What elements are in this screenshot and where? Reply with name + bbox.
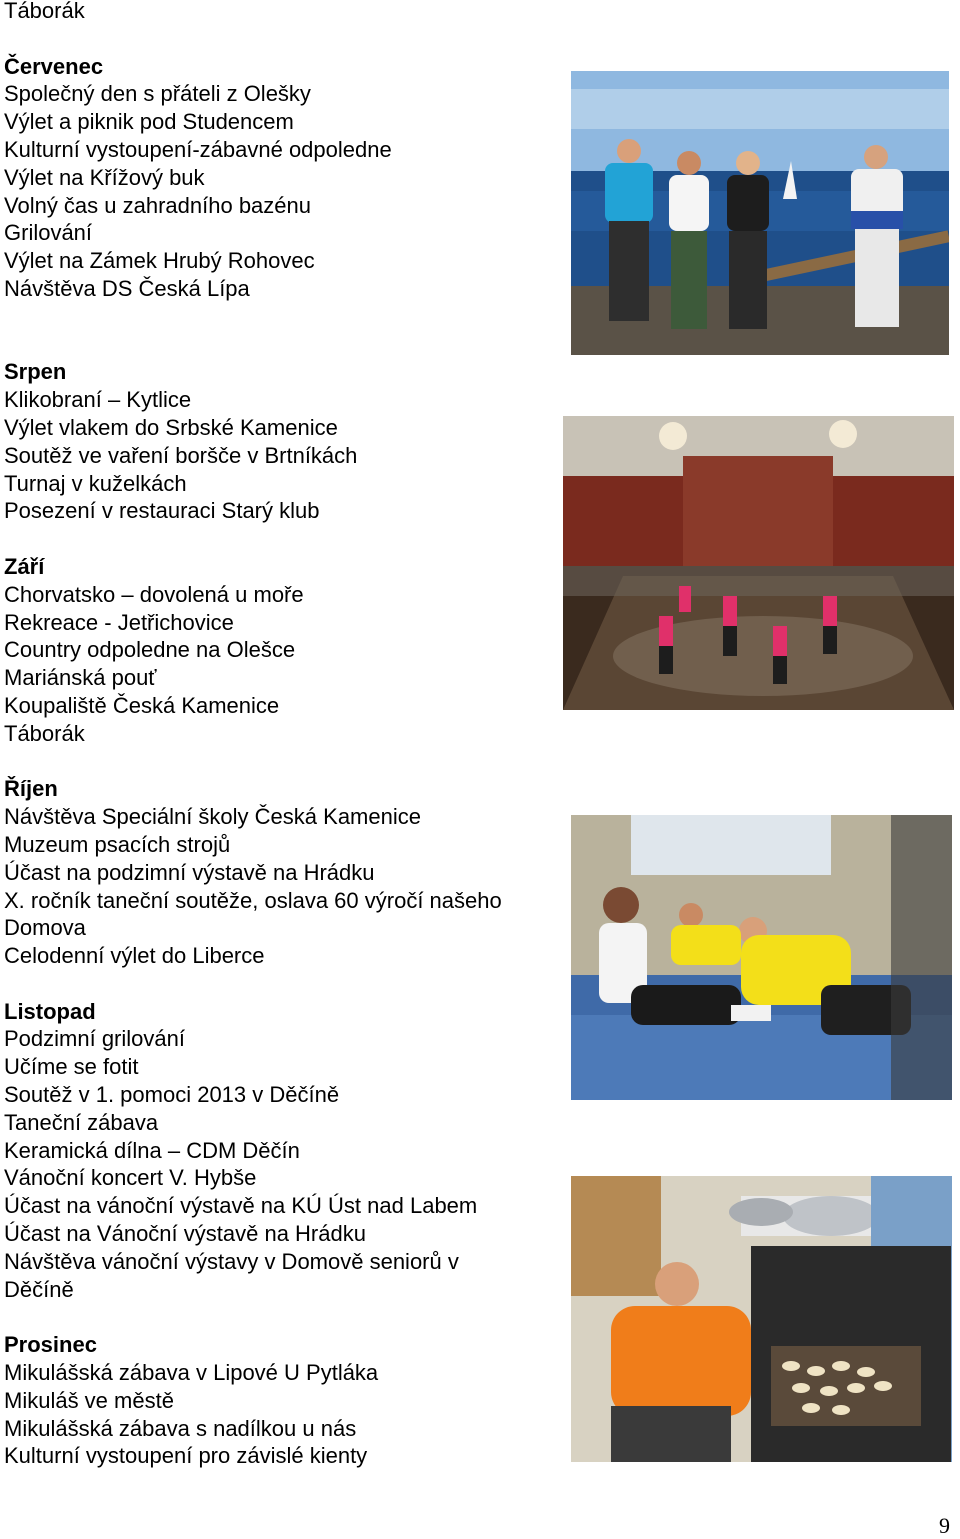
item: Účast na podzimní výstavě na Hrádku [4,859,375,885]
text-column [4,0,564,1470]
item: X. ročník taneční soutěže, oslava 60 výročí našeho [4,887,502,913]
item: Muzeum psacích strojů [4,831,231,857]
photo-dance-hall [563,416,954,710]
item: Chorvatsko – dovolená u moře [4,581,304,607]
item: Turnaj v kuželkách [4,470,187,496]
item: Rekreace - Jetřichovice [4,609,234,635]
item: Táborák [4,0,85,23]
item: Mikuláš ve městě [4,1387,174,1413]
item: Výlet na Zámek Hrubý Rohovec [4,248,315,274]
item: Děčíně [4,1276,74,1302]
item: Celodenní výlet do Liberce [4,943,265,969]
item: Klikobraní – Kytlice [4,387,192,413]
item: Soutěž v 1. pomoci 2013 v Děčíně [4,1082,340,1108]
item: Účast na Vánoční výstavě na Hrádku [4,1221,366,1247]
item: Táborák [4,720,85,746]
item: Volný čas u zahradního bazénu [4,192,312,218]
item: Výlet na Křížový buk [4,164,205,190]
item: Mikulášská zábava s nadílkou u nás [4,1415,357,1441]
section-heading-rijen: Říjen [4,776,58,802]
item: Společný den s přáteli z Olešky [4,81,311,107]
item: Učíme se fotit [4,1054,139,1080]
item: Vánoční koncert V. Hybše [4,1165,257,1191]
item: Výlet a piknik pod Studencem [4,109,294,135]
section-heading-srpen: Srpen [4,359,67,385]
item: Návštěva vánoční výstavy v Domově seniorů v [4,1248,459,1274]
item: Mariánská pouť [4,665,157,691]
item: Výlet vlakem do Srbské Kamenice [4,414,338,440]
item: Country odpoledne na Olešce [4,637,296,663]
item: Účast na vánoční výstavě na KÚ Úst nad Labem [4,1193,478,1219]
item: Taneční zábava [4,1109,159,1135]
item: Podzimní grilování [4,1026,185,1052]
item: Kulturní vystoupení pro závislé kienty [4,1443,368,1469]
section-heading-zari: Září [4,553,45,579]
item: Návštěva DS Česká Lípa [4,275,250,301]
item: Koupaliště Česká Kamenice [4,692,280,718]
section-heading-cervenec: Červenec [4,53,104,79]
photo-baking [571,1176,952,1462]
section-heading-prosinec: Prosinec [4,1332,97,1358]
photo-seaside-group [571,71,949,355]
section-heading-listopad: Listopad [4,998,96,1024]
page-number: 9 [939,1513,950,1538]
item: Kulturní vystoupení-zábavné odpoledne [4,136,392,162]
item: Keramická dílna – CDM Děčín [4,1137,300,1163]
item: Grilování [4,220,93,246]
item: Soutěž ve vaření boršče v Brtníkách [4,442,358,468]
item: Mikulášská zábava v Lipové U Pytláka [4,1360,379,1386]
item: Návštěva Speciální školy Česká Kamenice [4,804,421,830]
item: Posezení v restauraci Starý klub [4,498,320,524]
photo-first-aid-competition [571,815,952,1100]
item: Domova [4,915,86,941]
